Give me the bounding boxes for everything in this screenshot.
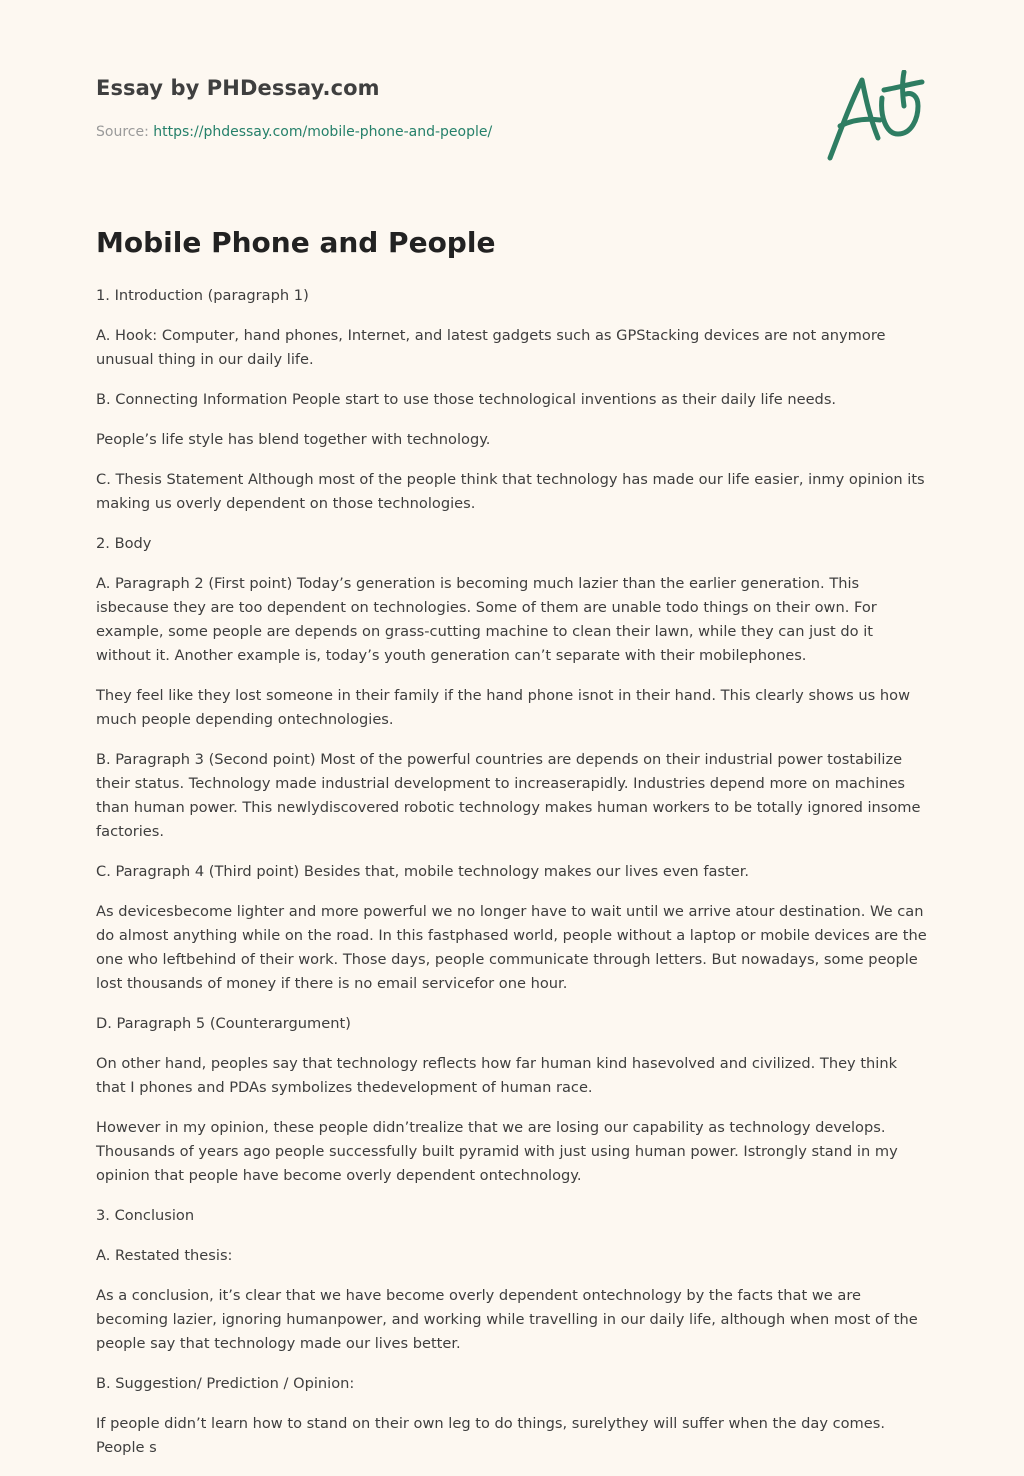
source-label: Source:: [96, 124, 154, 140]
source-link[interactable]: https://phdessay.com/mobile-phone-and-people/: [153, 124, 493, 140]
paragraph: C. Thesis Statement Although most of the people think that technology has made our life easier, inmy opinion its making us overly dependent on those technologies.: [96, 471, 925, 512]
essay-body: [96, 284, 931, 1476]
paragraph: 1. Introduction (paragraph 1): [96, 287, 309, 304]
paragraph: They feel like they lost someone in their family if the hand phone isnot in their hand. This clearly shows us how much people depending ontechnologies.: [96, 687, 911, 728]
paragraph: However in my opinion, these people didn’trealize that we are losing our capability as technology develops. Thousands of years ago people successfully built pyramid with just using human power. Istrongly stand in my opinion that people have become overly dependent ontechnology.: [96, 1119, 898, 1184]
site-title: Essay by PHDessay.com: [96, 76, 380, 100]
paragraph: On other hand, peoples say that technology reflects how far human kind hasevolved and civilized. They think that I phones and PDAs symbolizes thedevelopment of human race.: [96, 1055, 898, 1096]
paragraph: People’s life style has blend together with technology.: [96, 431, 491, 448]
paragraph: If people didn’t learn how to stand on their own leg to do things, surelythey will suffer when the day comes. People s: [96, 1415, 885, 1456]
paragraph: 2. Body: [96, 535, 152, 552]
paragraph: 3. Conclusion: [96, 1207, 195, 1224]
source-line: [96, 124, 492, 140]
paragraph: B. Paragraph 3 (Second point) Most of the powerful countries are depends on their industrial power tostabilize their status. Technology made industrial development to increaserapidly. Industries depend more on machines than human power. This newlydiscovered robotic technology makes human workers to be totally ignored insome factories.: [96, 751, 921, 840]
paragraph: A. Paragraph 2 (First point) Today’s generation is becoming much lazier than the earlier generation. This isbecause they are too dependent on technologies. Some of them are unable todo things on their own. For example, some people are depends on grass-cutting machine to clean their lawn, while they can just do it without it. Another example is, today’s youth generation can’t separate with their mobilephones.: [96, 575, 877, 664]
paragraph: As a conclusion, it’s clear that we have become overly dependent ontechnology by the facts that we are becoming lazier, ignoring humanpower, and working while travelling in our daily life, although when most of the people say that technology made our lives better.: [96, 1287, 918, 1352]
paragraph: B. Suggestion/ Prediction / Opinion:: [96, 1375, 355, 1392]
paragraph: As devicesbecome lighter and more powerful we no longer have to wait until we arrive atour destination. We can do almost anything while on the road. In this fastphased world, people without a laptop or mobile devices are the one who leftbehind of their work. Those days, people communicate through letters. But nowadays, some people lost thousands of money if there is no email servicefor one hour.: [96, 903, 927, 992]
essay-title: Mobile Phone and People: [96, 226, 496, 259]
paragraph: C. Paragraph 4 (Third point) Besides that, mobile technology makes our lives even faster.: [96, 863, 750, 880]
paragraph: A. Restated thesis:: [96, 1247, 233, 1264]
paragraph: A. Hook: Computer, hand phones, Internet, and latest gadgets such as GPStacking devices are not anymore unusual thing in our daily life.: [96, 327, 886, 368]
paragraph: B. Connecting Information People start to use those technological inventions as their daily life needs.: [96, 391, 837, 408]
a-plus-logo-icon: [826, 70, 926, 162]
paragraph: D. Paragraph 5 (Counterargument): [96, 1015, 351, 1032]
